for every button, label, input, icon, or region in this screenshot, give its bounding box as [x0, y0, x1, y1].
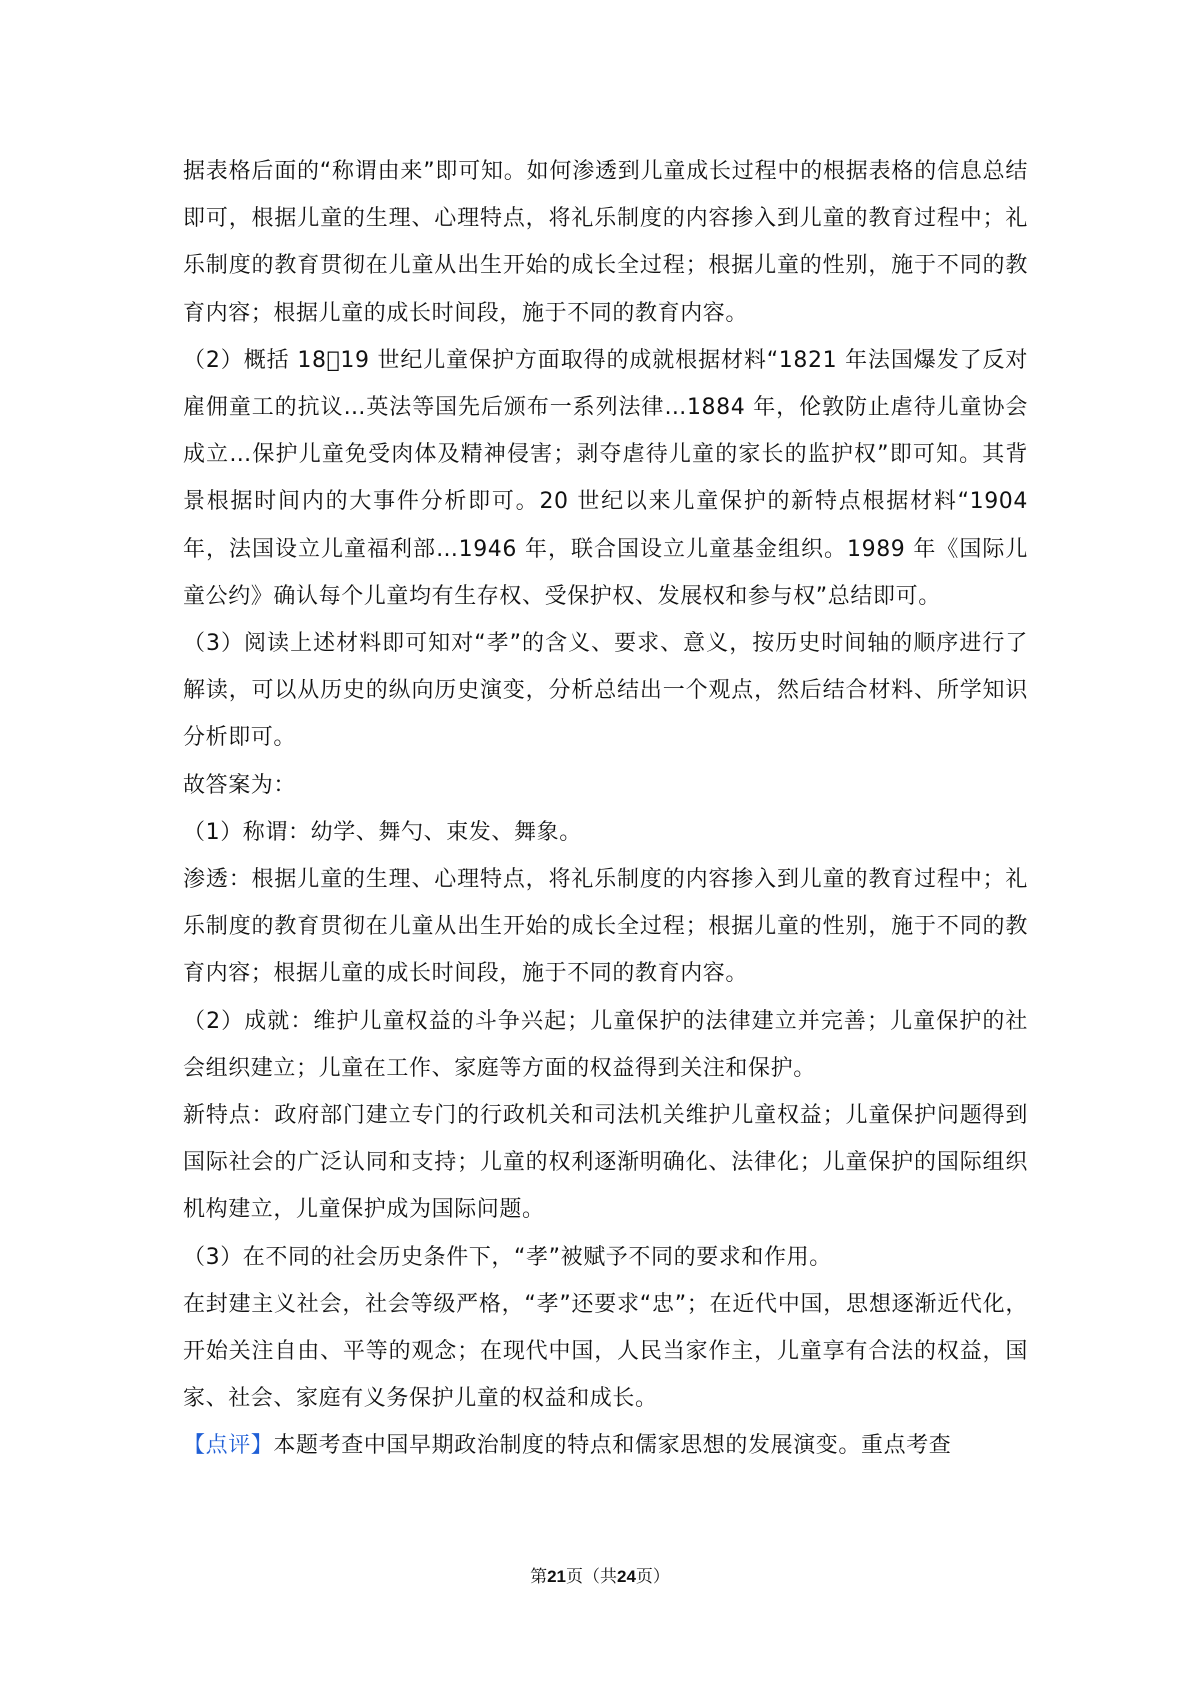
paragraph-2: （2）概括 18􀀁19 世纪儿童保护方面取得的成就根据材料“1821 年法国爆发了反对雇佣童工的抗议…英法等国先后颁布一系列法律…1884 年，伦敦防止虐待儿童协会成立…保护儿童免受肉体及精神侵害；剥夺虐待儿童的家长的监护权”即可知。其背景根据时间内的大事件分析即可。20 世纪以来儿童保护的新特点根据材料“1904 年，法国设立儿童福利部…1946 年，联合国设立儿童基金组织。1989 年《国际儿童公约》确认每个儿童均有生存权、受保护权、发展权和参与权”总结即可。: [183, 347, 1028, 609]
answer-2-achievements: （2）成就：维护儿童权益的斗争兴起；儿童保护的法律建立并完善；儿童保护的社会组织建立；儿童在工作、家庭等方面的权益得到关注和保护。: [183, 1008, 1028, 1081]
answer-3-detail: 在封建主义社会，社会等级严格，“孝”还要求“忠”；在近代中国，思想逐渐近代化，开始关注自由、平等的观念；在现代中国，人民当家作主，儿童享有合法的权益，国家、社会、家庭有义务保护儿童的权益和成长。: [183, 1291, 1028, 1412]
document-body: [183, 148, 1028, 1470]
footer-prefix: 第: [530, 1567, 548, 1587]
answer-1-title: （1）称谓：幼学、舞勺、束发、舞象。: [183, 819, 582, 845]
answer-1-detail: 渗透：根据儿童的生理、心理特点，将礼乐制度的内容掺入到儿童的教育过程中；礼乐制度的教育贯彻在儿童从出生开始的成长全过程；根据儿童的性别，施于不同的教育内容；根据儿童的成长时间段，施于不同的教育内容。: [183, 867, 1028, 987]
comment-tag: 【点评】: [183, 1433, 274, 1459]
answer-3-title: （3）在不同的社会历史条件下，“孝”被赋予不同的要求和作用。: [183, 1244, 832, 1270]
paragraph-3: （3）阅读上述材料即可知对“孝”的含义、要求、意义，按历史时间轴的顺序进行了解读，可以从历史的纵向历史演变，分析总结出一个观点，然后结合材料、所学知识分析即可。: [183, 631, 1028, 751]
comment-paragraph: [183, 1422, 1028, 1469]
answer-heading: 故答案为：: [183, 772, 297, 798]
footer-total-pages: 24: [617, 1567, 636, 1586]
answer-2-new-features: 新特点：政府部门建立专门的行政机关和司法机关维护儿童权益；儿童保护问题得到国际社会的广泛认同和支持；儿童的权利逐渐明确化、法律化；儿童保护的国际组织机构建立，儿童保护成为国际问题。: [183, 1103, 1028, 1223]
footer-page-number: 21: [547, 1567, 566, 1586]
paragraph-1: 据表格后面的“称谓由来”即可知。如何渗透到儿童成长过程中的根据表格的信息总结即可，根据儿童的生理、心理特点，将礼乐制度的内容掺入到儿童的教育过程中；礼乐制度的教育贯彻在儿童从出生开始的成长全过程；根据儿童的性别，施于不同的教育内容；根据儿童的成长时间段，施于不同的教育内容。: [183, 159, 1028, 326]
footer-middle: 页（共: [566, 1567, 617, 1587]
page-footer: [0, 1562, 1200, 1587]
footer-suffix: 页）: [635, 1567, 670, 1587]
comment-text: 本题考查中国早期政治制度的特点和儒家思想的发展演变。重点考查: [273, 1433, 952, 1459]
